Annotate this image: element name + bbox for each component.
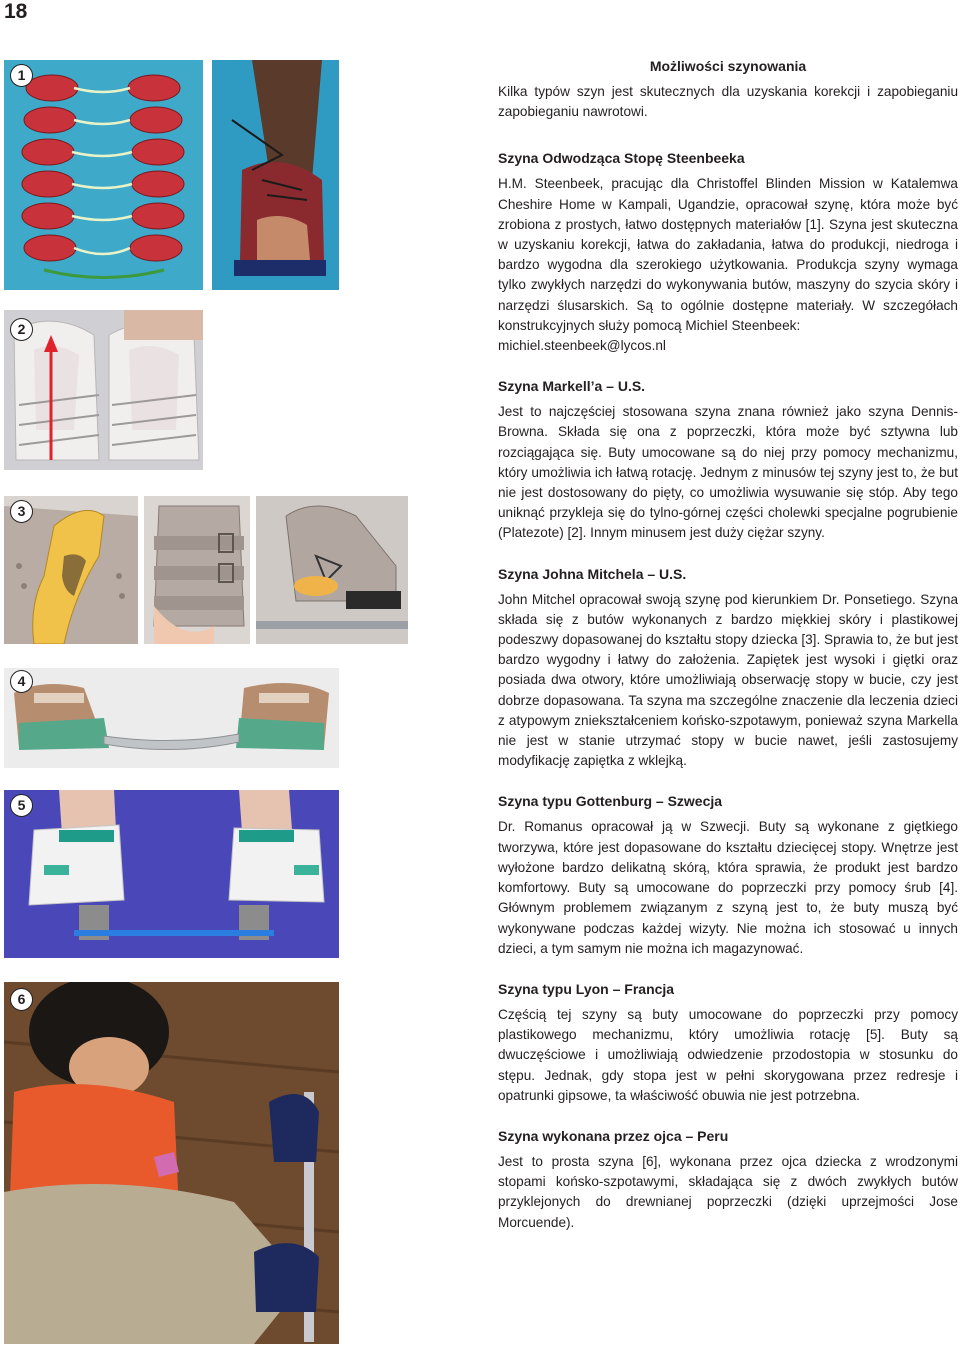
figure-6-badge: 6 (10, 988, 33, 1011)
figure-1-sandal-photo (212, 60, 339, 290)
section-steenbeek (498, 148, 958, 356)
section-heading: Szyna Johna Mitchela – U.S. (498, 565, 687, 582)
figure-6-child-photo (4, 982, 339, 1344)
section-heading: Szyna wykonana przez ojca – Peru (498, 1127, 729, 1144)
section-heading: Szyna Odwodząca Stopę Steenbeeka (498, 150, 745, 167)
section-markell (498, 376, 958, 543)
figure-1-badge: 1 (10, 64, 33, 87)
section-mitchel (498, 564, 958, 772)
figure-3-bar-photo (256, 496, 408, 644)
section-paragraph: Dr. Romanus opracował ją w Szwecji. Buty są wykonane z giętkiego tworzywa, które jest dopasowane do kształtu dziecięcej stopy. Wnętrze jest wyłożone bardzo delikatną skórą, która sprawia, że produkt jest bardzo komfortowy. Buty są umocowane do poprzeczki przy pomocy śrub [4]. Głównym problemem związanym z szyną jest to, że buty muszą być wykonywane podczas każdej wizyty. Nie można ich stosować u innych dzieci, a tym samym nie można ich magazynować. (498, 819, 958, 956)
page-number: 18 (4, 0, 28, 23)
figure-3-strap-photo (144, 496, 250, 644)
section-heading: Szyna typu Lyon – Francja (498, 980, 675, 997)
section-paragraph: Jest to najczęściej stosowana szyna znana również jako szyna Dennis-Browna. Składa się ona z poprzeczki, która może być sztywna lub rozciągająca się. Buty umocowane są do niej przy pomocy mechanizmu, który umożliwia ich łatwą rotację. Jednym z minusów tej szyny jest to, że but nie jest dostosowany do pięty, co umożliwia wysuwanie się stóp. Aby tego uniknąć przykleja się do tylno-górnej części cholewki specjalne pogrubienie (Platezote) [2]. Innym minusem jest duży ciężar szyny. (498, 404, 958, 541)
contact-email[interactable]: michiel.steenbeek@lycos.nl (498, 338, 666, 354)
figure-2-shoes-photo (4, 310, 203, 470)
section-paragraph: Jest to prosta szyna [6], wykonana przez ojca dziecka z wrodzonymi stopami końsko-szpotawymi, składająca się z dwóch zwykłych butów przyklejonych do drewnianej poprzeczki (dzięki uprzejmości Jose Morcuende). (498, 1153, 958, 1230)
figure-5-boots-photo (4, 790, 339, 958)
section-paragraph: H.M. Steenbeek, pracując dla Christoffel Blinden Mission w Katalemwa Cheshire Home w Kampali, Ugandzie, opracował szynę, która może być zrobiona z prostych, łatwo dostępnych materiałów [1]. Szyna jest skuteczna w uzyskaniu korekcji, łatwa do zakładania, łatwa do produkcji, niedroga i bardzo wygodna dla szerokiego użytkowania. Produkcja szyny wymaga tylko zwykłych narzędzi do wykonywania butów, maszyny do szycia skóry i narzędzi ślusarskich. Są to ogólnie dostępne materiały. W szczegółach konstrukcyjnych służy pomocą Michiel Steenbeek: (498, 176, 958, 333)
intro-paragraph: Kilka typów szyn jest skutecznych dla uzyskania korekcji i zapobieganiu zapobieganiu nawrotowi. (498, 84, 958, 120)
section-peru (498, 1126, 958, 1233)
section-heading: Szyna typu Gottenburg – Szwecja (498, 793, 723, 810)
section-paragraph: Częścią tej szyny są buty umocowane do poprzeczki przy pomocy plastikowego mechanizmu, który umożliwia rotację [5]. Buty są dwuczęściowe i umożliwiają odwiedzenie przodostopia w stosunku do stępu. Jednak, gdy stopa jest w pełni skorygowana przez redresje i opatrunki gipsowe, ta właściwość obuwia nie jest potrzebna. (498, 1006, 958, 1103)
figure-4-badge: 4 (10, 670, 33, 693)
section-heading: Szyna Markell’a – U.S. (498, 378, 646, 395)
figure-4-bar-photo (4, 668, 339, 768)
section-lyon (498, 979, 958, 1106)
figure-3-badge: 3 (10, 500, 33, 523)
section-gottenburg (498, 791, 958, 958)
text-column (498, 56, 958, 1233)
intro-heading: Możliwości szynowania (649, 58, 807, 74)
figure-2-badge: 2 (10, 318, 33, 341)
section-paragraph: John Mitchel opracował swoją szynę pod kierunkiem Dr. Ponsetiego. Szyna składa się z butów wykonanych z bardzo miękkiej skóry i plastikowej podeszwy dopasowanej do kształtu stopy dziecka [3]. Sprawia to, że but jest bardzo wygodny i łatwy do założenia. Zapiętek jest wysoki i giętki oraz posiada dwa otwory, które umożliwiają obserwację stopy w bucie, czy jest dobrze dopasowana. Ta szyna ma szczególne znaczenie dla leczenia dzieci z atypowym zniekształceniem końsko-szpotawym, ponieważ szyna Markella nie jest w stanie utrzymać stopy w bucie nawet, jeśli zastosujemy modyfikację zapiętka z wklejką. (498, 591, 958, 769)
figure-1-shoes-photo (4, 60, 203, 290)
figure-5-badge: 5 (10, 794, 33, 817)
